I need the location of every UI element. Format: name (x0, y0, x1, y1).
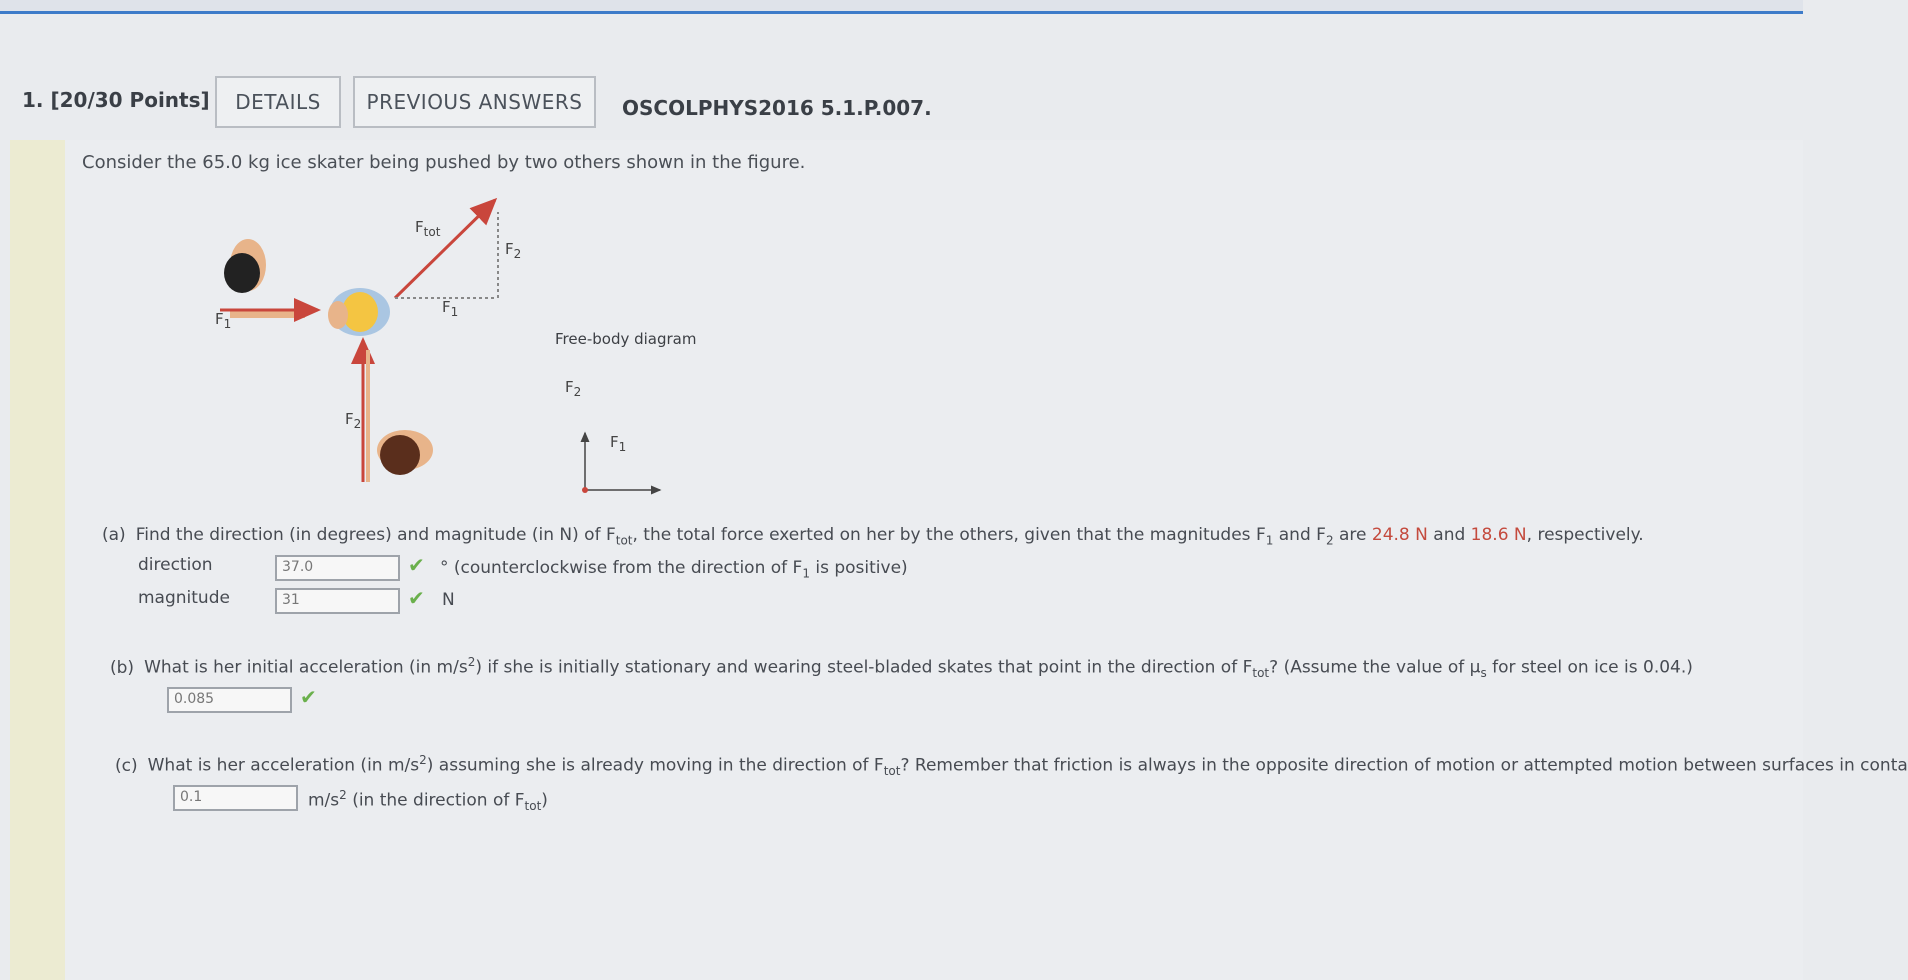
fbd-point (582, 487, 588, 493)
part-a-question: (a) Find the direction (in degrees) and magnitude (in N) of $F_{tot}$, the total force exerted on her by the others, given that the magnitudes $F_1$ and $F_2$ are 24.8 N and 18.6 N, respectively. (102, 525, 1644, 548)
direction-label: direction (138, 555, 213, 575)
check-icon: ✔ (408, 586, 425, 610)
magnitude-field[interactable]: 31 (275, 588, 400, 614)
part-c-question: (c) What is her acceleration (in $m/s^2$) assuming she is already moving in the direction of $F_{tot}$? Remember that friction is always in the opposite direction of motion or attempted motion between surfaces in conta (115, 753, 1908, 779)
f1-triangle-label: $F_1$ (442, 298, 459, 319)
left-pusher-figure (224, 239, 305, 318)
magnitude-unit: N (442, 590, 455, 610)
check-icon: ✔ (408, 553, 425, 577)
question-header (0, 70, 1803, 140)
fbd-f1-label: $F_1$ (610, 433, 627, 454)
fbd-f2-label: $F_2$ (565, 378, 582, 399)
acceleration-unit: $m/s^2$ (in the direction of $F_{tot}$) (308, 788, 548, 814)
f2-triangle-label: $F_2$ (505, 240, 522, 261)
f1-figure-label: $F_1$ (215, 310, 232, 331)
skater-figure-center (328, 288, 390, 336)
free-body-title: Free-body diagram (555, 330, 697, 348)
direction-unit: ° (counterclockwise from the direction of $F_1$ is positive) (440, 558, 908, 581)
question-intro: Consider the 65.0 kg ice skater being pushed by two others shown in the figure. (82, 152, 806, 173)
ftot-arrow (395, 200, 495, 298)
question-code: OSCOLPHYS2016 5.1.P.007. (622, 96, 932, 120)
acceleration-moving-field[interactable]: 0.1 (173, 785, 298, 811)
bottom-pusher-figure (377, 430, 433, 475)
direction-field[interactable]: 37.0 (275, 555, 400, 581)
top-bar (0, 0, 1803, 14)
part-b-question: (b) What is her initial acceleration (in $m/s^2$) if she is initially stationary and wearing steel-bladed skates that point in the direction of $F_{tot}$? (Assume the value of $\mu_s$ for steel on ice is 0.04.) (110, 655, 1693, 681)
question-body (10, 140, 1908, 980)
question-number: 1. [20/30 Points] (22, 88, 210, 112)
magnitude-label: magnitude (138, 588, 230, 608)
details-button[interactable]: DETAILS (215, 76, 341, 128)
f2-figure-label: $F_2$ (345, 410, 362, 431)
check-icon: ✔ (300, 685, 317, 709)
previous-answers-button[interactable]: PREVIOUS ANSWERS (353, 76, 596, 128)
left-margin-bar (10, 140, 65, 980)
acceleration-initial-field[interactable]: 0.085 (167, 687, 292, 713)
ftot-label: $F_{tot}$ (415, 218, 441, 239)
